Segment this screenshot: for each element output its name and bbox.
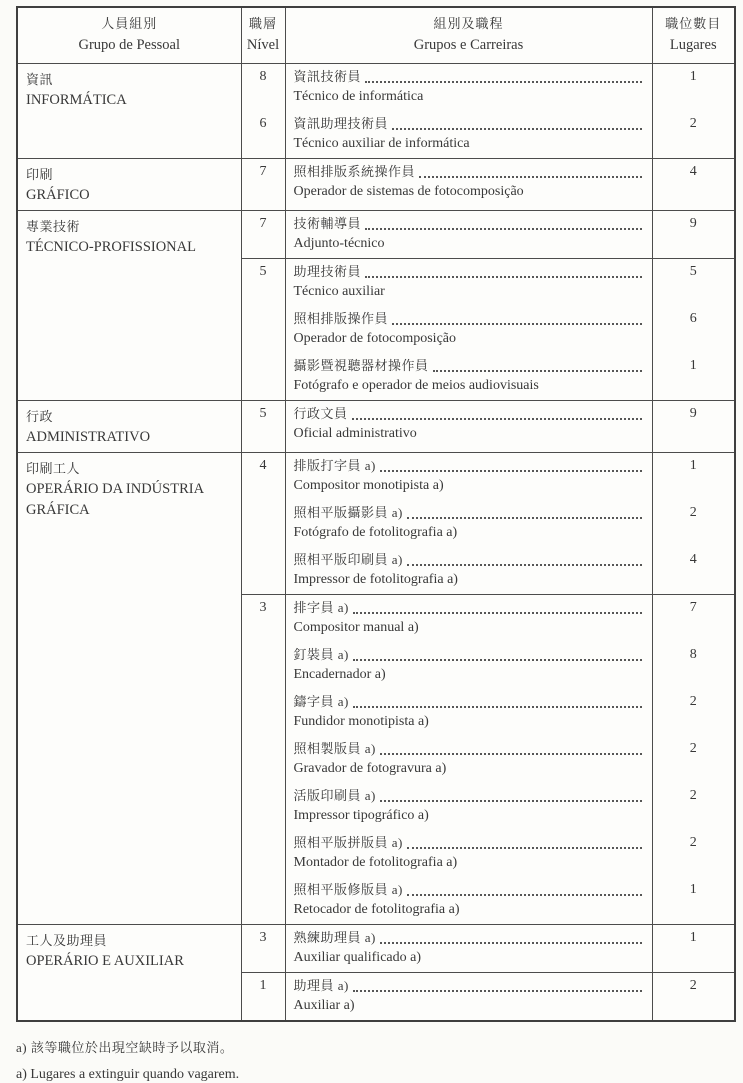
group-name-pt: OPERÁRIO E AUXILIAR — [26, 953, 184, 969]
career-name-zh: 行政文員 — [294, 405, 642, 423]
career-name-pt: Fotógrafo de fotolitografia a) — [293, 525, 458, 540]
career-name-zh: 助理員 a) — [294, 977, 642, 995]
career-cell — [285, 500, 652, 547]
career-name-pt: Impressor de fotolitografia a) — [293, 572, 458, 587]
career-name-pt: Impressor tipográfico a) — [293, 808, 429, 823]
career-cell — [285, 736, 652, 783]
column-header-career-zh: 組別及職程 — [433, 16, 504, 31]
count-cell: 2 — [689, 116, 697, 131]
count-cell: 1 — [652, 453, 735, 501]
group-cell — [17, 64, 241, 159]
career-name-pt: Técnico auxiliar — [293, 284, 385, 299]
career-name-zh: 釘裝員 a) — [294, 646, 642, 664]
group-name-pt: GRÁFICO — [26, 187, 90, 203]
column-header-level-zh: 職層 — [248, 16, 277, 31]
career-name-pt: Compositor manual a) — [293, 620, 419, 635]
dotted-leader — [380, 800, 642, 802]
column-header-group — [17, 7, 241, 64]
group-name-zh: 資訊 — [26, 72, 54, 87]
career-cell — [285, 877, 652, 925]
career-name-pt: Auxiliar a) — [293, 998, 355, 1013]
dotted-leader — [380, 942, 642, 944]
column-header-level-pt: Nível — [246, 37, 280, 53]
table-row — [17, 64, 735, 112]
group-name-zh: 行政 — [26, 409, 54, 424]
group-name-zh: 專業技術 — [26, 219, 81, 234]
career-name-pt: Encadernador a) — [293, 667, 386, 682]
dotted-leader — [353, 990, 642, 992]
group-name-zh: 印刷工人 — [26, 461, 81, 476]
dotted-leader — [365, 228, 641, 230]
career-name-zh: 熟練助理員 a) — [294, 929, 642, 947]
career-cell — [285, 353, 652, 401]
career-name-zh: 資訊助理技術員 — [294, 115, 642, 133]
count-cell: 2 — [689, 788, 697, 803]
career-cell — [285, 925, 652, 973]
level-cell: 4 — [241, 453, 285, 595]
count-cell: 4 — [652, 159, 735, 211]
dotted-leader — [365, 276, 641, 278]
column-header-level — [241, 7, 285, 64]
career-cell — [285, 159, 652, 211]
career-cell — [285, 306, 652, 353]
level-cell: 7 — [241, 211, 285, 259]
count-cell: 1 — [689, 358, 697, 373]
dotted-leader — [433, 370, 642, 372]
group-name-zh: 工人及助理員 — [26, 933, 108, 948]
column-header-count-zh: 職位數目 — [665, 16, 722, 31]
count-cell: 1 — [689, 882, 697, 897]
dotted-leader — [419, 176, 641, 178]
career-name-pt: Fotógrafo e operador de meios audiovisuais — [293, 378, 539, 393]
count-cell: 2 — [689, 505, 697, 520]
career-name-pt: Retocador de fotolitografia a) — [293, 902, 460, 917]
count-cell: 9 — [652, 401, 735, 453]
career-name-pt: Compositor monotipista a) — [293, 478, 444, 493]
count-cell: 5 — [652, 259, 735, 307]
career-cell — [285, 401, 652, 453]
career-name-zh: 照相平版印刷員 a) — [294, 551, 642, 569]
career-name-pt: Oficial administrativo — [293, 426, 417, 441]
header-row — [17, 7, 735, 64]
level-cell: 8 — [241, 64, 285, 112]
career-name-pt: Gravador de fotogravura a) — [293, 761, 447, 776]
dotted-leader — [365, 81, 641, 83]
count-cell: 7 — [652, 595, 735, 643]
career-name-zh: 照相平版修版員 a) — [294, 881, 642, 899]
group-name-pt: INFORMÁTICA — [26, 92, 127, 108]
career-cell — [285, 642, 652, 689]
count-cell: 9 — [652, 211, 735, 259]
count-cell: 2 — [689, 694, 697, 709]
count-cell: 6 — [689, 311, 697, 326]
career-cell — [285, 830, 652, 877]
column-header-count-pt: Lugares — [669, 37, 717, 53]
dotted-leader — [352, 418, 642, 420]
level-cell: 5 — [241, 401, 285, 453]
career-cell — [285, 595, 652, 643]
dotted-leader — [353, 706, 642, 708]
career-cell — [285, 973, 652, 1022]
career-name-zh: 照相排版操作員 — [294, 310, 642, 328]
group-name-pt: TÉCNICO-PROFISSIONAL — [26, 239, 196, 255]
career-name-pt: Montador de fotolitografia a) — [293, 855, 458, 870]
level-cell: 3 — [241, 595, 285, 925]
career-name-pt: Fundidor monotipista a) — [293, 714, 429, 729]
staff-table — [16, 6, 736, 1022]
career-name-pt: Operador de fotocomposição — [293, 331, 456, 346]
group-cell — [17, 401, 241, 453]
level-cell: 5 — [241, 259, 285, 401]
level-cell: 1 — [241, 973, 285, 1022]
dotted-leader — [407, 894, 642, 896]
group-cell — [17, 925, 241, 1022]
table-row — [17, 401, 735, 453]
career-name-zh: 攝影暨視聽器材操作員 — [294, 357, 642, 375]
footnote-pt: a) Lugares a extinguir quando vagarem. — [16, 1067, 240, 1082]
career-cell — [285, 211, 652, 259]
career-cell — [285, 259, 652, 307]
career-name-zh: 照相平版拼版員 a) — [294, 834, 642, 852]
career-name-zh: 照相平版攝影員 a) — [294, 504, 642, 522]
count-cell: 4 — [689, 552, 697, 567]
career-name-zh: 資訊技術員 — [294, 68, 642, 86]
count-cell: 1 — [652, 925, 735, 973]
count-cell: 2 — [652, 973, 735, 1022]
column-header-group-pt: Grupo de Pessoal — [78, 37, 180, 53]
table-row — [17, 159, 735, 211]
group-name-zh: 印刷 — [26, 167, 54, 182]
group-cell — [17, 159, 241, 211]
career-name-zh: 排字員 a) — [294, 599, 642, 617]
footnote-zh: a) 該等職位於出現空缺時予以取消。 — [16, 1040, 234, 1055]
table-row — [17, 453, 735, 501]
career-cell — [285, 547, 652, 595]
career-name-pt: Técnico auxiliar de informática — [293, 136, 470, 151]
career-cell — [285, 111, 652, 159]
career-cell — [285, 689, 652, 736]
count-cell: 2 — [689, 741, 697, 756]
career-name-zh: 鑄字員 a) — [294, 693, 642, 711]
career-name-pt: Auxiliar qualificado a) — [293, 950, 422, 965]
group-name-pt: OPERÁRIO DA INDÚSTRIA GRÁFICA — [26, 481, 204, 518]
column-header-group-zh: 人員組別 — [101, 16, 158, 31]
dotted-leader — [407, 847, 642, 849]
level-cell: 3 — [241, 925, 285, 973]
dotted-leader — [353, 612, 642, 614]
table-row — [17, 925, 735, 973]
dotted-leader — [392, 323, 641, 325]
career-cell — [285, 453, 652, 501]
column-header-career — [285, 7, 652, 64]
dotted-leader — [407, 564, 642, 566]
career-cell — [285, 64, 652, 112]
table-row — [17, 211, 735, 259]
dotted-leader — [407, 517, 642, 519]
dotted-leader — [353, 659, 642, 661]
dotted-leader — [380, 470, 642, 472]
career-name-pt: Adjunto-técnico — [293, 236, 385, 251]
career-cell — [285, 783, 652, 830]
count-cell: 2 — [689, 835, 697, 850]
career-name-zh: 技術輔導員 — [294, 215, 642, 233]
group-cell — [17, 211, 241, 401]
dotted-leader — [380, 753, 642, 755]
level-cell: 7 — [241, 159, 285, 211]
career-name-pt: Operador de sistemas de fotocomposição — [293, 184, 524, 199]
career-name-zh: 照相排版系統操作員 — [294, 163, 642, 181]
count-cell: 8 — [689, 647, 697, 662]
group-name-pt: ADMINISTRATIVO — [26, 429, 151, 445]
count-cell: 1 — [652, 64, 735, 112]
footnotes — [16, 1037, 743, 1083]
career-name-zh: 活版印刷員 a) — [294, 787, 642, 805]
career-name-zh: 照相製版員 a) — [294, 740, 642, 758]
level-cell: 6 — [241, 111, 285, 159]
column-header-count — [652, 7, 735, 64]
group-cell — [17, 453, 241, 925]
career-name-zh: 助理技術員 — [294, 263, 642, 281]
dotted-leader — [392, 128, 641, 130]
column-header-career-pt: Grupos e Carreiras — [413, 37, 524, 53]
career-name-pt: Técnico de informática — [293, 89, 424, 104]
career-name-zh: 排版打字員 a) — [294, 457, 642, 475]
